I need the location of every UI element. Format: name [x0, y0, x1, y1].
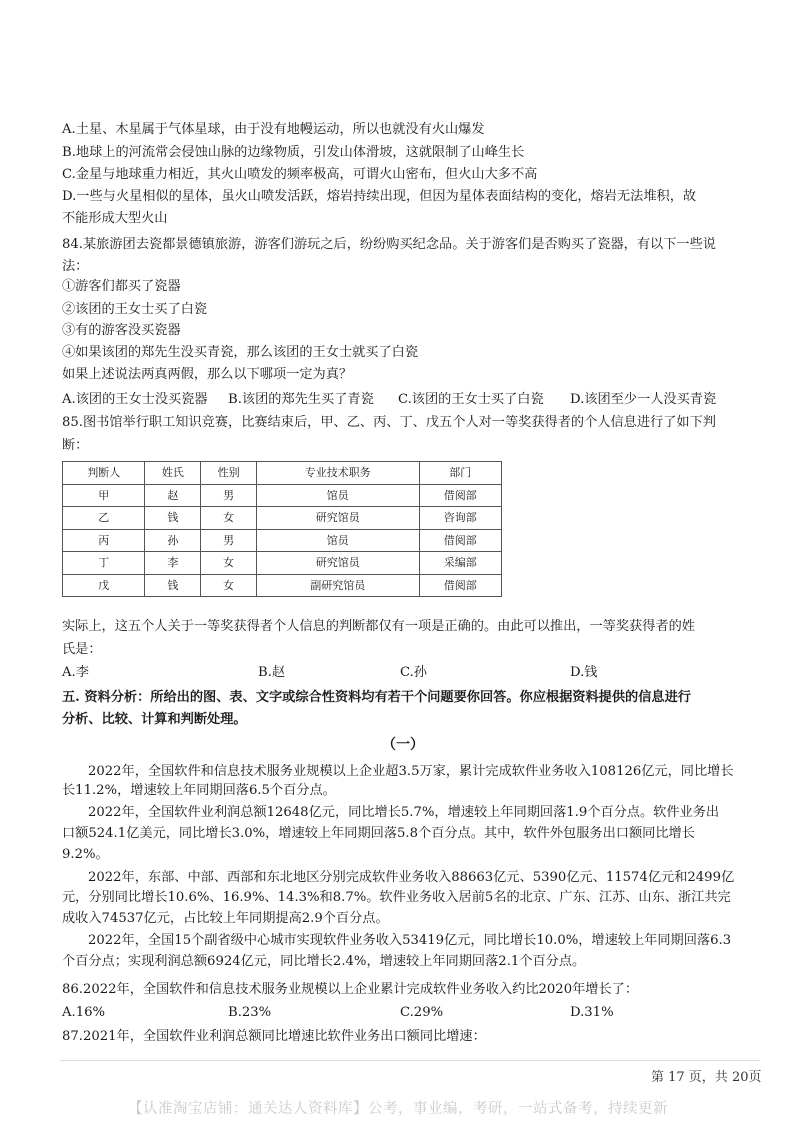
q83-option-c: C.金星与地球重力相近，其火山喷发的频率极高，可谓火山密布，但火山大多不高	[62, 167, 538, 182]
q86-stem: 86.2022年，全国软件和信息技术服务业规模以上企业累计完成软件业务收入约比2020年增长了：	[62, 982, 639, 997]
table-header: 部门	[419, 462, 501, 485]
q87-stem: 87.2021年，全国软件业利润总额同比增速比软件业务出口额同比增速：	[62, 1029, 486, 1044]
table-header: 专业技术职务	[257, 462, 420, 485]
table-cell: 借阅部	[419, 529, 501, 552]
table-cell: 借阅部	[419, 574, 501, 597]
table-cell: 研究馆员	[257, 507, 420, 530]
table-cell: 钱	[145, 507, 201, 530]
paragraph-4-line-1: 2022年，全国15个副省级中心城市实现软件业务收入53419亿元，同比增长10.0%，增速较上年同期回落6.3	[88, 933, 732, 948]
footer-divider	[60, 1060, 760, 1061]
paragraph-2-line-3: 9.2%。	[62, 847, 109, 862]
q86-option-b: B.23%	[228, 1005, 272, 1020]
q86-option-a: A.16%	[62, 1005, 106, 1020]
q86-option-d: D.31%	[570, 1005, 614, 1020]
table-cell: 馆员	[257, 484, 420, 507]
q83-option-a: A.土星、木星属于气体星球，由于没有地幔运动，所以也就没有火山爆发	[62, 122, 485, 137]
table-cell: 采编部	[419, 552, 501, 575]
q85-conclusion: 实际上，这五个人关于一等奖获得者个人信息的判断都仅有一项是正确的。由此可以推出，一等奖获得者的姓	[62, 619, 695, 634]
paragraph-1-line-1: 2022年，全国软件和信息技术服务业规模以上企业超3.5万家，累计完成软件业务收入108126亿元，同比增长	[88, 764, 734, 779]
q84-stem: 84.某旅游团去瓷都景德镇旅游，游客们游玩之后，纷纷购买纪念品。关于游客们是否购买了瓷器，有以下一些说	[62, 237, 716, 252]
section-heading-cont: 分析、比较、计算和判断处理。	[62, 712, 247, 727]
q85-stem: 85.图书馆举行职工知识竞赛，比赛结束后，甲、乙、丙、丁、戊五个人对一等奖获得者的个人信息进行了如下判	[62, 415, 716, 430]
section-heading: 五. 资料分析：所给出的图、表、文字或综合性资料均有若干个问题要你回答。你应根据资料提供的信息进行	[62, 690, 691, 705]
q83-option-d-cont: 不能形成大型火山	[62, 211, 168, 226]
table-row	[63, 484, 502, 507]
table-cell: 甲	[63, 484, 145, 507]
q84-option-c: C.该团的王女士买了白瓷	[398, 392, 544, 407]
table-cell: 丁	[63, 552, 145, 575]
q83-option-d: D.一些与火星相似的星体，虽火山喷发活跃，熔岩持续出现，但因为星体表面结构的变化，熔岩无法堆积，故	[62, 189, 697, 204]
q84-statement-4: ④如果该团的郑先生没买青瓷，那么该团的王女士就买了白瓷	[62, 345, 419, 360]
paragraph-3-line-1: 2022年，东部、中部、西部和东北地区分别完成软件业务收入88663亿元、5390亿元、11574亿元和2499亿	[88, 870, 735, 885]
paragraph-3-line-3: 成收入74537亿元，占比较上年同期提高2.9个百分点。	[62, 911, 389, 926]
table-header: 姓氏	[145, 462, 201, 485]
table-row	[63, 507, 502, 530]
table-cell: 研究馆员	[257, 552, 420, 575]
q85-conclusion-cont: 氏是：	[62, 642, 102, 657]
paragraph-3-line-2: 元，分别同比增长10.6%、16.9%、14.3%和8.7%。软件业务收入居前5名的北京、广东、江苏、山东、浙江共完	[62, 890, 731, 905]
q84-option-b: B.该团的郑先生买了青瓷	[228, 392, 374, 407]
table-cell: 女	[201, 507, 257, 530]
table-cell: 副研究馆员	[257, 574, 420, 597]
table-cell: 丙	[63, 529, 145, 552]
table-header-row	[63, 462, 502, 485]
table-row	[63, 574, 502, 597]
table-cell: 钱	[145, 574, 201, 597]
q84-stem-cont: 法：	[62, 259, 89, 274]
paragraph-2-line-1: 2022年，全国软件业利润总额12648亿元，同比增长5.7%，增速较上年同期回落1.9个百分点。软件业务出	[88, 805, 720, 820]
table-cell: 女	[201, 552, 257, 575]
q85-option-d: D.钱	[570, 665, 598, 680]
table-header: 性别	[201, 462, 257, 485]
q84-option-a: A.该团的王女士没买瓷器	[62, 392, 208, 407]
q84-statement-3: ③有的游客没买瓷器	[62, 323, 181, 338]
paragraph-1-line-2: 长11.2%，增速较上年同期回落6.5个百分点。	[62, 783, 336, 798]
paragraph-2-line-2: 口额524.1亿美元，同比增长3.0%，增速较上年同期回落5.8个百分点。其中，软件外包服务出口额同比增长	[62, 826, 695, 841]
table-cell: 女	[201, 574, 257, 597]
table-cell: 李	[145, 552, 201, 575]
table-cell: 孙	[145, 529, 201, 552]
q85-stem-cont: 断：	[62, 438, 89, 453]
table-row	[63, 529, 502, 552]
q83-option-b: B.地球上的河流常会侵蚀山脉的边缘物质，引发山体滑坡，这就限制了山峰生长	[62, 145, 525, 160]
table-cell: 乙	[63, 507, 145, 530]
page-number: 第 17 页，共 20页	[651, 1070, 762, 1085]
q84-statement-2: ②该团的王女士买了白瓷	[62, 302, 208, 317]
table-header: 判断人	[63, 462, 145, 485]
q85-option-a: A.李	[62, 665, 89, 680]
judgment-table	[62, 461, 502, 597]
table-cell: 男	[201, 529, 257, 552]
table-cell: 赵	[145, 484, 201, 507]
table-cell: 咨询部	[419, 507, 501, 530]
q84-statement-1: ①游客们都买了瓷器	[62, 279, 181, 294]
table-cell: 馆员	[257, 529, 420, 552]
table-row	[63, 552, 502, 575]
table-cell: 借阅部	[419, 484, 501, 507]
watermark-text: 【认准淘宝店铺：通关达人资料库】公考，事业编，考研，一站式备考，持续更新	[128, 1101, 668, 1117]
table-cell: 戊	[63, 574, 145, 597]
q84-question: 如果上述说法两真两假，那么以下哪项一定为真？	[62, 367, 353, 382]
q85-option-c: C.孙	[400, 665, 427, 680]
table-cell: 男	[201, 484, 257, 507]
q84-option-d: D.该团至少一人没买青瓷	[570, 392, 717, 407]
part-title: （一）	[382, 737, 424, 753]
q86-option-c: C.29%	[400, 1005, 444, 1020]
paragraph-4-line-2: 个百分点；实现利润总额6924亿元，同比增长2.4%，增速较上年同期回落2.1个百分点。	[62, 954, 586, 969]
q85-option-b: B.赵	[258, 665, 286, 680]
